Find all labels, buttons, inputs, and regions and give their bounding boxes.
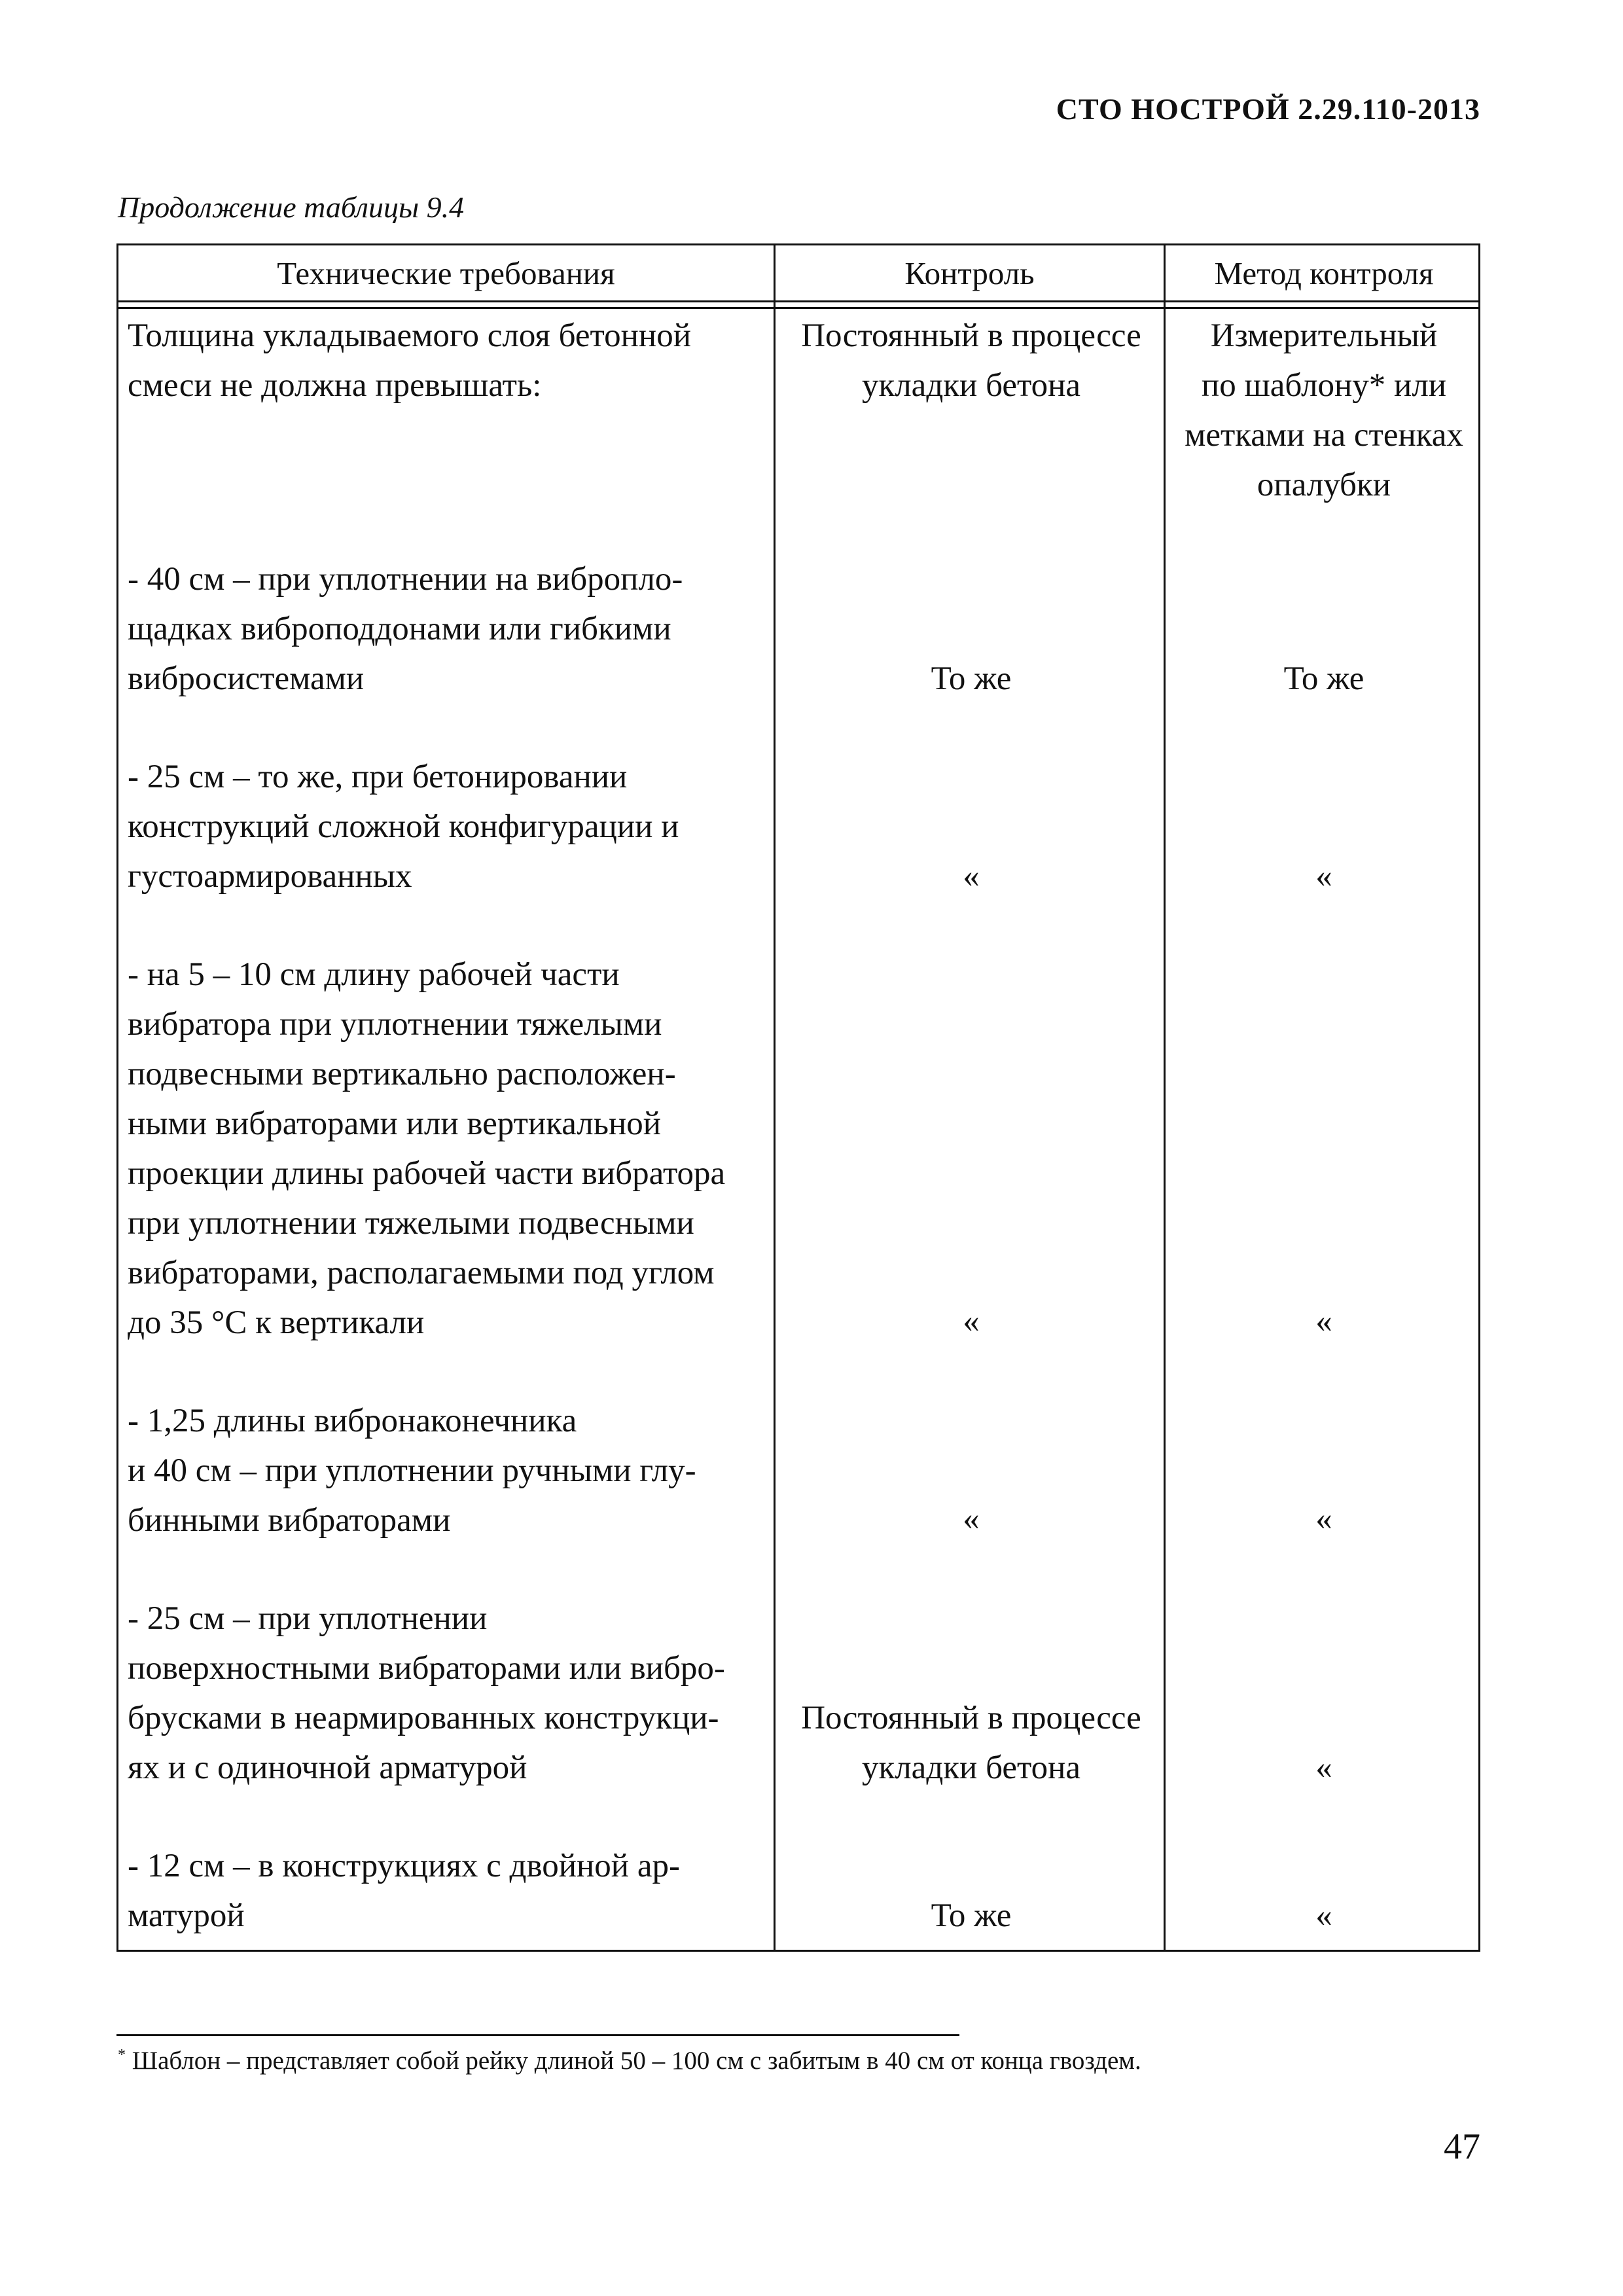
table-row-control: « [963,858,980,895]
table-row-method: Измерительный по шаблону* или метками на стенках опалубки [1185,317,1463,503]
footnote [118,2046,1141,2075]
table-row-requirement: - на 5 – 10 см длину рабочей части вибратора при уплотнении тяжелыми подвесными вертикально расположен- ными вибраторами или вертикальной проекции длины рабочей части вибратора при уплотнении тяжелыми подвесными вибраторами, располагаемыми под углом до 35 °С к вертикали [128,956,726,1341]
document-code: СТО НОСТРОЙ 2.29.110-2013 [1056,92,1480,126]
footnote-text: Шаблон – представляет собой рейку длиной 50 – 100 см с забитым в 40 см от конца гвоздем. [126,2047,1141,2075]
table-row-control: « [963,1303,980,1340]
column-header-requirements: Технические требования [277,255,615,291]
table-row-method: « [1315,1897,1332,1934]
table-row-requirement: - 25 см – то же, при бетонировании конструкций сложной конфигурации и густоармированных [128,759,679,895]
table-row-method: « [1315,1749,1332,1786]
page-number: 47 [1444,2126,1480,2167]
table-row-control: Постоянный в процессе укладки бетона [801,1700,1141,1786]
column-header-method: Метод контроля [1214,255,1434,291]
footnote-mark: * [118,2047,126,2064]
table-row-method: То же [1283,660,1364,697]
table-row-control: Постоянный в процессе укладки бетона [801,317,1141,404]
table-row-requirement: - 25 см – при уплотнении поверхностными вибраторами или вибро- брусками в неармированных конструкци- ях и с одиночной арматурой [128,1600,725,1786]
table-caption: Продолжение таблицы 9.4 [118,190,465,224]
table-row-control: То же [931,660,1012,697]
table-row-method: « [1315,858,1332,895]
table-row-control: То же [931,1897,1012,1934]
table-row-requirement: Толщина укладываемого слоя бетонной смеси не должна превышать: [128,317,691,404]
header-divider [118,307,1478,309]
requirements-table [116,243,1480,1952]
table-row-control: « [963,1501,980,1537]
footnote-separator [116,2034,959,2036]
table-row-requirement: - 1,25 длины вибронаконечника и 40 см – при уплотнении ручными глу- бинными вибраторами [128,1403,696,1539]
table-row-method: « [1315,1501,1332,1537]
table-row-method: « [1315,1303,1332,1340]
table-row-requirement: - 12 см – в конструкциях с двойной ар- матурой [128,1848,680,1934]
table-row-requirement: - 40 см – при уплотнении на вибропло- щадках виброподдонами или гибкими вибросистемами [128,561,683,697]
column-header-control: Контроль [904,255,1035,291]
header-divider [118,300,1478,302]
